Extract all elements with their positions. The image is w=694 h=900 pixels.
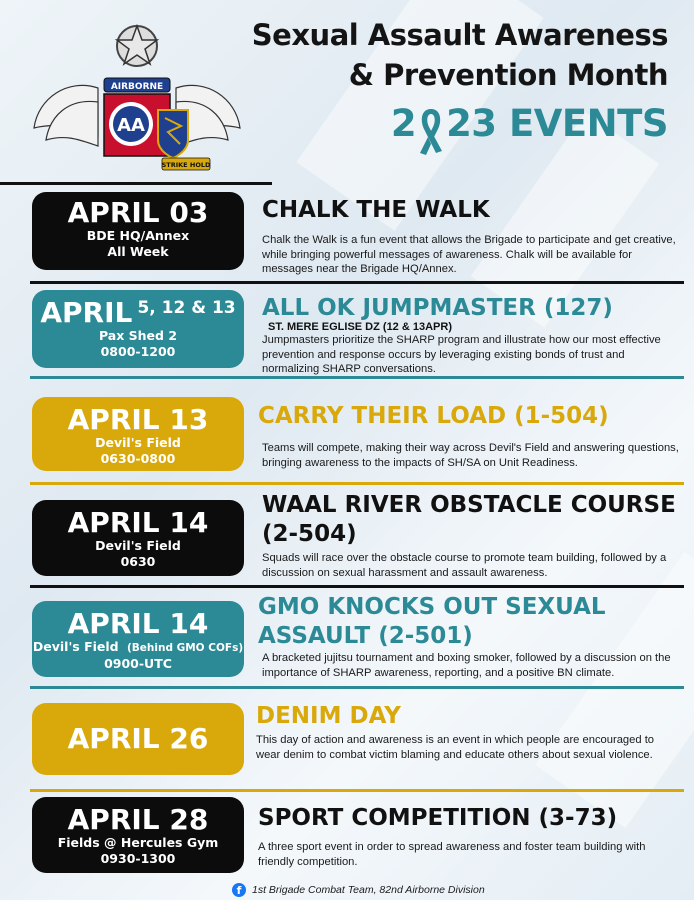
event-date-rest: 5, 12 & 13 — [137, 298, 236, 318]
event-location: BDE HQ/Annex — [86, 228, 190, 243]
event-date-main: APRIL — [40, 296, 133, 329]
event-divider — [30, 281, 684, 284]
event-divider — [30, 789, 684, 792]
footer — [232, 883, 485, 897]
event-date-badge — [32, 797, 244, 873]
event-location: Devil's Field — [95, 435, 181, 450]
event-divider — [30, 376, 684, 379]
airborne-insignia — [28, 18, 246, 180]
header-divider — [0, 182, 272, 185]
event-location: Fields @ Hercules Gym — [57, 835, 219, 850]
event-date: APRIL 03 — [67, 196, 209, 229]
event-time: All Week — [107, 244, 169, 259]
event-date: APRIL 14 — [67, 506, 209, 539]
event-location: Devil's Field — [95, 538, 181, 553]
event-time: 0800-1200 — [100, 344, 176, 359]
event-location: Pax Shed 2 — [98, 328, 178, 343]
facebook-icon[interactable]: f — [232, 883, 246, 897]
event-description: Teams will compete, making their way across Devil's Field and answering questions, bringing awareness to the impacts of SH/SA on Unit Readiness. — [262, 442, 679, 469]
event-title: CHALK THE WALK — [262, 197, 490, 223]
event-divider — [30, 686, 684, 689]
event-date: APRIL 14 — [67, 607, 209, 640]
insignia-center-text: AA — [117, 115, 145, 136]
event-title-line2: ASSAULT (2-501) — [258, 623, 473, 649]
awareness-ribbon-icon — [416, 107, 446, 145]
event-location: Devil's Field — [32, 639, 119, 654]
event-date-badge — [32, 703, 244, 775]
event-date-badge — [32, 397, 244, 471]
event-location-extra: (Behind GMO COFs) — [126, 642, 244, 654]
event-date-badge — [32, 601, 244, 677]
insignia-top-text: AIRBORNE — [110, 82, 164, 92]
year-suffix: 23 — [446, 102, 497, 145]
year-prefix: 2 — [390, 102, 417, 145]
event-time: 0630-0800 — [100, 451, 176, 466]
event-date: APRIL 13 — [67, 403, 209, 436]
event-description: A three sport event in order to spread awareness and foster team building with friendly competition. — [258, 841, 646, 868]
insignia-scroll-text: STRIKE HOLD — [161, 161, 211, 169]
event-title-line1: GMO KNOCKS OUT SEXUAL — [258, 594, 606, 620]
event-subtitle: ST. MERE EGLISE DZ (12 & 13APR) — [268, 321, 452, 333]
event-description: Jumpmasters prioritize the SHARP program and illustrate how our most effective prevention and response occurs by leveraging existing bonds of trust and normalizing SHARP conversations. — [262, 334, 661, 375]
event-time: 0900-UTC — [104, 656, 172, 671]
event-date-badge — [32, 500, 244, 576]
event-date-badge — [32, 192, 244, 270]
event-time: 0630 — [120, 554, 156, 569]
event-time: 0930-1300 — [100, 851, 176, 866]
year-events-heading — [391, 102, 668, 145]
page-title-line2: & Prevention Month — [348, 58, 668, 92]
event-title: DENIM DAY — [256, 703, 401, 729]
event-date: APRIL 28 — [67, 803, 209, 836]
event-title-line1: WAAL RIVER OBSTACLE COURSE — [262, 492, 676, 518]
event-description: This day of action and awareness is an event in which people are encouraged to wear denim to combat victim blaming and educate others about sexual violence. — [256, 734, 655, 761]
event-title: SPORT COMPETITION (3-73) — [258, 805, 618, 831]
event-date: APRIL 26 — [67, 722, 209, 755]
event-description: Squads will race over the obstacle course to promote team building, followed by a discussion on sexual harassment and assault awareness. — [262, 552, 667, 579]
event-divider — [30, 482, 684, 485]
footer-text: 1st Brigade Combat Team, 82nd Airborne Division — [252, 883, 485, 896]
event-title: ALL OK JUMPMASTER (127) — [262, 295, 613, 321]
event-divider — [30, 585, 684, 588]
event-title-line2: (2-504) — [262, 521, 357, 547]
page-title-line1: Sexual Assault Awareness — [251, 18, 668, 52]
event-description: A bracketed jujitsu tournament and boxing smoker, followed by a discussion on the importance of SHARP awareness, reporting, and a positive BN climate. — [262, 652, 671, 679]
event-title: CARRY THEIR LOAD (1-504) — [258, 403, 609, 429]
event-description: Chalk the Walk is a fun event that allows the Brigade to participate and get creative, while bringing powerful messages of awareness. Chalk will be available for messages near the Brigade HQ/Annex. — [262, 234, 676, 275]
events-word: EVENTS — [508, 102, 668, 145]
event-date-badge — [32, 290, 244, 368]
